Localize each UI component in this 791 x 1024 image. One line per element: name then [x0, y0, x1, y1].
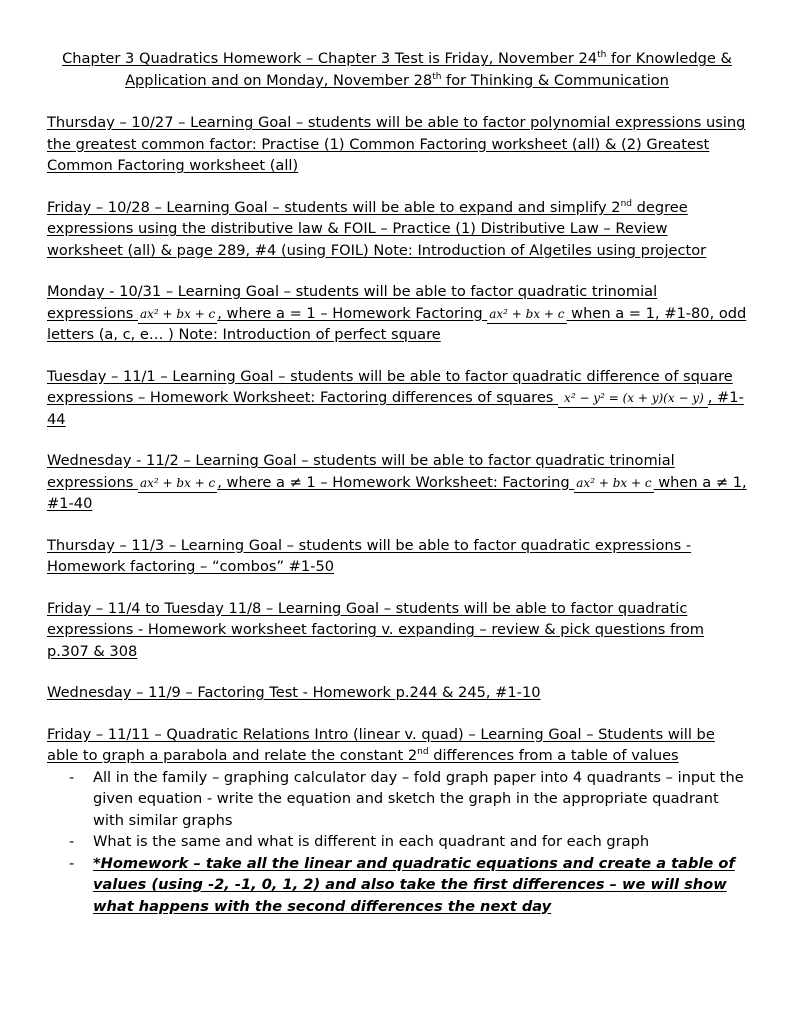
list-item: - What is the same and what is different in each quadrant and for each graph	[69, 833, 650, 850]
math-trinomial: ax² + bx + c	[487, 306, 566, 324]
math-trinomial: ax² + bx + c	[138, 475, 217, 493]
entry-friday-1111-bullets	[47, 767, 747, 918]
entry-friday-1111: Friday – 11/11 – Quadratic Relations Intro (linear v. quad) – Learning Goal – Students will be able to graph a parabola and relate the constant 2nd differences from a table of values	[47, 725, 715, 764]
entry-tuesday-111: Tuesday – 11/1 – Learning Goal – students will be able to factor quadratic difference of square expressions – Homework Worksheet: Factoring differences of squares x² − y² = (x + y)(x − y) , #1-44	[47, 367, 744, 428]
entry-friday-1028: Friday – 10/28 – Learning Goal – students will be able to expand and simplify 2nd degree expressions using the distributive law & FOIL – Practice (1) Distributive Law – Review worksheet (all) & page 289, #4 (using FOIL) Note: Introduction of Algetiles using projector	[47, 198, 707, 259]
entry-monday-1031: Monday - 10/31 – Learning Goal – students will be able to factor quadratic trinomial expressions ax² + bx + c , where a = 1 – Homework Factoring ax² + bx + c when a = 1, #1-80, odd letters (a, c, e… ) Note: Introduction of perfect square	[47, 283, 747, 343]
list-item-homework: - *Homework – take all the linear and quadratic equations and create a table of values (using -2, -1, 0, 1, 2) and also take the first differences – we will show what happens with the second differences the next day	[69, 854, 735, 915]
document	[47, 48, 747, 917]
entry-friday-114: Friday – 11/4 to Tuesday 11/8 – Learning Goal – students will be able to factor quadratic expressions - Homework worksheet factoring v. expanding – review & pick questions from p.307 & 308	[47, 599, 704, 660]
entry-wednesday-119: Wednesday – 11/9 – Factoring Test - Homework p.244 & 245, #1-10	[47, 684, 541, 701]
entry-thursday-1027: Thursday – 10/27 – Learning Goal – students will be able to factor polynomial expressions using the greatest common factor: Practise (1) Common Factoring worksheet (all) & (2) Greatest Common Factoring worksheet (all)	[47, 114, 746, 174]
entry-thursday-113: Thursday – 11/3 – Learning Goal – students will be able to factor quadratic expressions - Homework factoring – “combos” #1-50	[47, 536, 692, 575]
entry-wednesday-112: Wednesday - 11/2 – Learning Goal – students will be able to factor quadratic trinomial expressions ax² + bx + c , where a ≠ 1 – Homework Worksheet: Factoring ax² + bx + c when a ≠ 1, #1-40	[47, 452, 747, 512]
math-trinomial: ax² + bx + c	[574, 475, 653, 493]
math-trinomial: ax² + bx + c	[138, 306, 217, 324]
page-title: Chapter 3 Quadratics Homework – Chapter 3 Test is Friday, November 24th for Knowledge & Application and on Monday, November 28th for Thinking & Communication	[62, 50, 732, 89]
math-difference-of-squares: x² − y² = (x + y)(x − y)	[558, 390, 708, 408]
list-item: - All in the family – graphing calculator day – fold graph paper into 4 quadrants – input the given equation - write the equation and sketch the graph in the appropriate quadrant with similar graphs	[69, 768, 744, 829]
